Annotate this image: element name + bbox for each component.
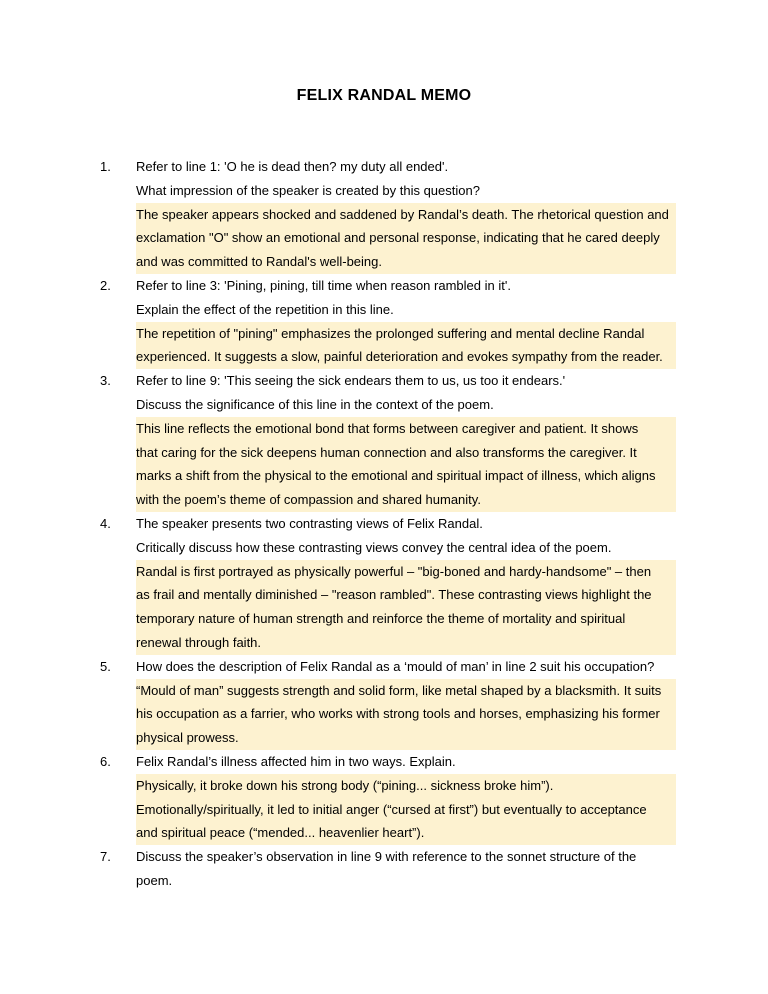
- answer-line: “Mould of man” suggests strength and solid form, like metal shaped by a blacksmith. It suits: [136, 682, 662, 698]
- answer-line: experienced. It suggests a slow, painful deterioration and evokes sympathy from the reader.: [136, 349, 663, 365]
- answer-block: [136, 560, 676, 655]
- question-prompt-line: Discuss the significance of this line in the context of the poem.: [136, 396, 494, 412]
- answer-line: Randal is first portrayed as physically powerful – "big-boned and hardy-handsome" – then: [136, 563, 652, 579]
- question-body: [136, 512, 676, 655]
- question-body: [136, 369, 676, 512]
- question-prompt-line: Refer to line 9: 'This seeing the sick endears them to us, us too it endears.': [136, 373, 566, 389]
- question-prompt-line: poem.: [136, 872, 173, 888]
- question-body: [136, 750, 676, 845]
- question-prompt-line: Critically discuss how these contrasting views convey the central idea of the poem.: [136, 539, 612, 555]
- answer-line: temporary nature of human strength and reinforce the theme of mortality and spiritual: [136, 611, 626, 627]
- answer-line: The repetition of "pining" emphasizes the prolonged suffering and mental decline Randal: [136, 325, 645, 341]
- question-number: 6.: [100, 754, 111, 769]
- question-prompt-line: The speaker presents two contrasting views of Felix Randal.: [136, 516, 483, 531]
- answer-line: that caring for the sick deepens human connection and also transforms the caregiver. It: [136, 444, 637, 460]
- answer-line: This line reflects the emotional bond that forms between caregiver and patient. It shows: [136, 420, 639, 436]
- answer-block: [136, 774, 676, 845]
- answer-line: and was committed to Randal's well-being.: [136, 254, 382, 270]
- question-number: 2.: [100, 278, 111, 293]
- question-number: 4.: [100, 516, 111, 531]
- answer-line: as frail and mentally diminished – "reason rambled". These contrasting views highlight the: [136, 587, 652, 603]
- answer-line: his occupation as a farrier, who works with strong tools and horses, emphasizing his former: [136, 706, 660, 722]
- question-prompt-line: Felix Randal’s illness affected him in two ways. Explain.: [136, 754, 456, 769]
- question-prompt-line: Refer to line 1: 'O he is dead then? my duty all ended'.: [136, 159, 449, 174]
- answer-line: Emotionally/spiritually, it led to initial anger (“cursed at first”) but eventually to acceptance: [136, 801, 647, 817]
- question-prompt-line: Refer to line 3: 'Pining, pining, till time when reason rambled in it'.: [136, 278, 511, 293]
- question-body: [136, 845, 676, 893]
- answer-line: Physically, it broke down his strong body (“pining... sickness broke him”).: [136, 777, 554, 793]
- answer-block: [136, 417, 676, 512]
- question-prompt-line: Explain the effect of the repetition in this line.: [136, 301, 394, 317]
- answer-line: marks a shift from the physical to the emotional and spiritual impact of illness, which aligns: [136, 468, 656, 484]
- answer-line: and spiritual peace (“mended... heavenlier heart”).: [136, 825, 425, 841]
- answer-line: The speaker appears shocked and saddened by Randal’s death. The rhetorical question and: [136, 206, 669, 222]
- page-title: FELIX RANDAL MEMO: [296, 87, 472, 104]
- answer-block: [136, 203, 676, 274]
- question-body: [136, 155, 676, 274]
- question-number: 1.: [100, 159, 111, 174]
- answer-block: [136, 322, 676, 370]
- question-body: [136, 655, 676, 750]
- question-number: 3.: [100, 373, 111, 389]
- question-number: 7.: [100, 849, 111, 865]
- question-body: [136, 274, 676, 369]
- answer-line: exclamation "O" show an emotional and personal response, indicating that he cared deeply: [136, 230, 660, 246]
- answer-block: [136, 679, 676, 750]
- answer-line: with the poem’s theme of compassion and shared humanity.: [136, 492, 481, 508]
- answer-line: physical prowess.: [136, 730, 239, 746]
- question-prompt-line: What impression of the speaker is created by this question?: [136, 182, 480, 198]
- question-prompt-line: Discuss the speaker’s observation in line 9 with reference to the sonnet structure of the: [136, 849, 637, 865]
- answer-line: renewal through faith.: [136, 634, 262, 650]
- question-prompt-line: How does the description of Felix Randal as a ‘mould of man’ in line 2 suit his occupation?: [136, 658, 655, 674]
- question-number: 5.: [100, 658, 111, 674]
